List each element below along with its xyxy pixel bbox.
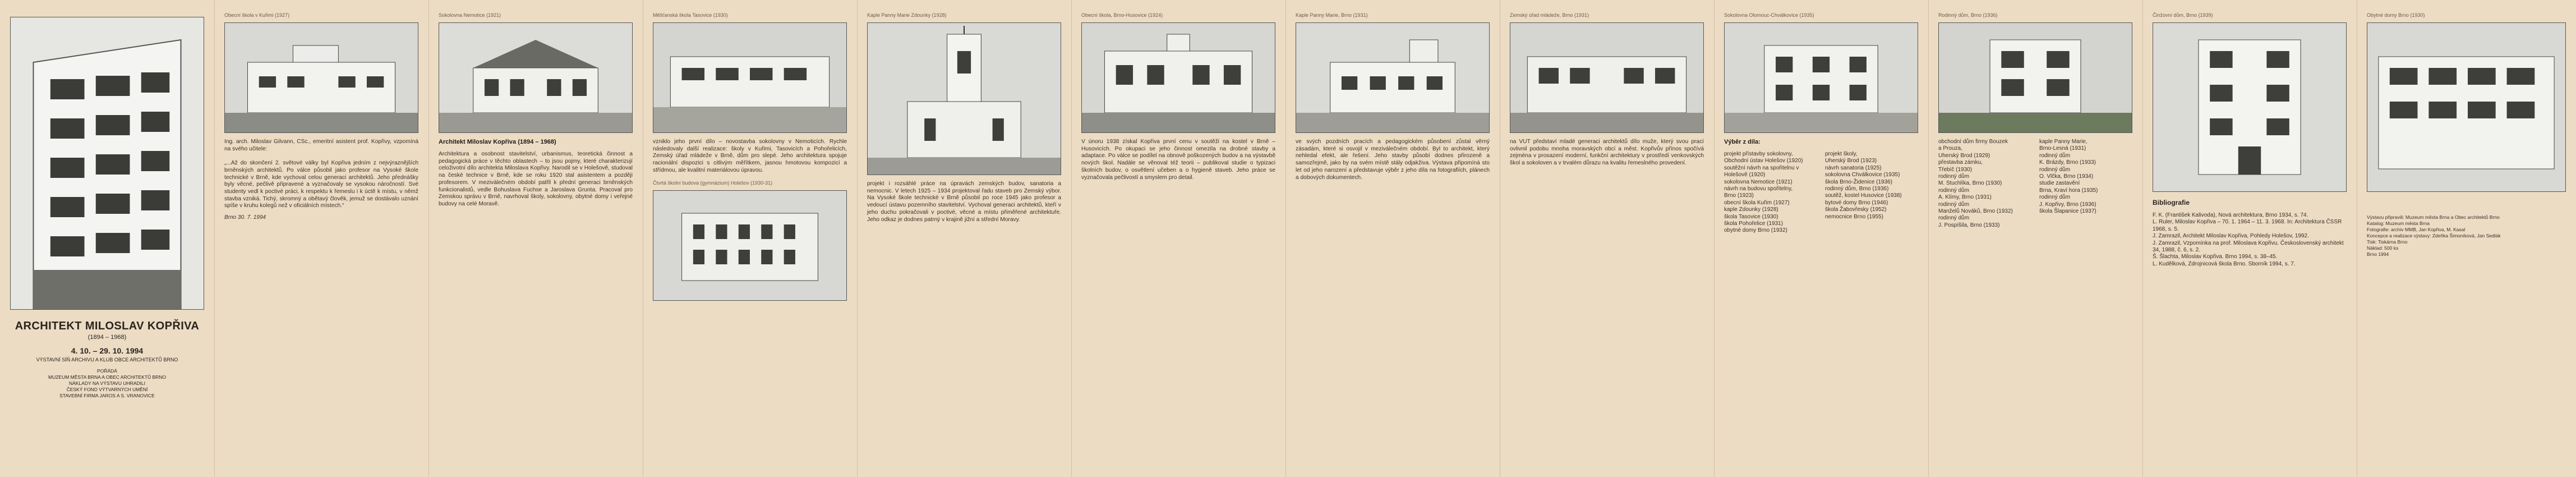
panel-3 xyxy=(643,0,857,477)
panel-6 xyxy=(1285,0,1500,477)
works-list xyxy=(1724,145,1918,235)
panel-1 xyxy=(214,0,428,477)
cover-venue: VÝSTAVNÍ SÍŇ ARCHIVU A KLUB OBCE ARCHITEKTŮ BRNO xyxy=(36,357,178,363)
biography-text: Architektura a osobnost stavitelství, urbanismus, teoretická činnost a pedagogická práce v těchto oblastech – to jsou pojmy, které charakterizují celoživotní dílo architekta Miloslava Kopřivy. Narodil se v Holešově, studoval na české technice v Brně, kde se roku 1920 stal asistentem a později profesorem. V meziválečném období patřil k přední generaci brněnských funkcionalistů, vedle Bohuslava Fuchse a Jaroslava Grunta. Pracoval pro Zemskou správu v Brně, navrhoval školy, sokolovny, obytné domy i veřejné budovy na celé Moravě. xyxy=(439,151,633,207)
body-text: vzniklo jeho první dílo – novostavba sokolovny v Nemoticích. Rychle následovaly další realizace: školy v Kuřimi, Tasovicích a Pohořelicích, Zemský úřad mládeže v Brně, dům pro slepé. Jeho architektura spojuje racionální dispozici s citlivým měřítkem, jasnou hmotovou kompozicí a střídmou, ale kvalitní materiálovou úpravou. xyxy=(653,139,847,173)
panel-8 xyxy=(1714,0,1928,477)
panel-5 xyxy=(1071,0,1285,477)
photo-caption: Zemský úřad mládeže, Brno (1931) xyxy=(1510,12,1589,18)
body-text: projekt i rozsáhlé práce na úpravách zemských budov, sanatoria a nemocnic. V letech 1925 – 1934 projektoval řadu staveb pro Zemský výbor. Na Vysoké škole technické v Brně působil po roce 1945 jako profesor a vedoucí ústavu pozemního stavitelství. Vychoval generaci architektů, kteří v jeho duchu pokračovali v poctivé, věcné a místu přiměřené architektuře. Jeho odkaz je dodnes patrný v krajině jižní a střední Moravy. xyxy=(867,181,1061,223)
cover-photo xyxy=(10,17,204,310)
chapel-photo xyxy=(867,22,1061,175)
cover-dates: 4. 10. – 29. 10. 1994 xyxy=(71,346,144,355)
photo-caption: Kaple Panny Marie Zdounky (1928) xyxy=(867,12,947,18)
works-list-column: projekt školy, Uherský Brod (1923) návrh sanatoria (1925) sokolovna Chválkovice (1935) škola Brno-Židenice (1936) rodinný dům, Brno (1936) soutěž, kostel Husovice (1938) bytové domy Brno (1946) škola Žabovřesky (1952) nemocnice Brno (1955) xyxy=(1825,151,1902,220)
body-text: V únoru 1938 získal Kopřiva první cenu v soutěži na kostel v Brně – Husovicích. Po okupaci se jeho činnost omezila na drobné stavby a adaptace. Po válce se podílel na obnově poškozených budov a na výstavbě nových škol. Nadále se věnoval též teorii – publikoval studie o typizaci školních budov, o osvětlení učeben a o hygieně staveb. Jeho práce se vyznačovala pečlivostí a smyslem pro detail. xyxy=(1081,139,1275,181)
recollection-text: Ing. arch. Miloslav Gilvann, CSc., emeritní asistent prof. Kopřivy, vzpomíná na svého učitele: „...Až do skončení 2. světové války byl Kopřiva jedním z nejvýraznějších brněnských architektů. Po válce působil jako profesor na Vysoké škole technické v Brně, kde vychoval celou generaci architektů. Jeho přednášky byly věcné, pečlivě připravené a vyznačovaly se vysokou náročností. Své studenty vedl k poctivé práci, k respektu k řemeslu i k úctě k místu, v němž stavba vzniká. Tichý, skromný a obětavý člověk, jemuž se dostávalo uznání spíše v kruhu kolegů než v oficiálních místech.“ xyxy=(224,139,418,209)
body-text: na VUT představí mladé generaci architektů dílo muže, který svou prací ovlivnil podobu mnoha moravských obcí a měst. Kopřivův přínos spočívá zejména v prosazení moderní, funkční architektury v prostředí venkovských škol a sokoloven a v trvalém důrazu na kvalitu řemeslného provedení. xyxy=(1510,139,1704,167)
photo-caption: Sokolovna Olomouc-Chválkovice (1935) xyxy=(1724,12,1814,18)
panel-10 xyxy=(2142,0,2357,477)
works-list-column: projekt přístavby sokolovny, Obchodní ústav Holešov (1920) soutěžní návrh na spořitelnu v Holešově (1920) sokolovna Nemotice (1921) návrh na budovu spořitelny, Brno (1923) obecní škola Kuřim (1927) kaple Zdounky (1928) škola Tasovice (1930) škola Pohořelice (1931) obytné domy Brno (1932) xyxy=(1724,151,1803,234)
panel-11 xyxy=(2357,0,2576,477)
cover-organizers: POŘÁDÁ MUZEUM MĚSTA BRNA A OBEC ARCHITEKTŮ BRNO NÁKLADY NA VÝSTAVU UHRADILI ČESKÝ FOND VÝTVARNÝCH UMĚNÍ STAVEBNÍ FIRMA JAROS A S. VRANOVICE xyxy=(48,368,166,398)
building-photo xyxy=(1081,22,1275,133)
photo-caption: Rodinný dům, Brno (1936) xyxy=(1938,12,1998,18)
cover-panel xyxy=(0,0,214,477)
panel-4 xyxy=(857,0,1071,477)
imprint: Výstavu připravili: Muzeum města Brna a Obec architektů Brno Katalog: Muzeum města Brna Fotografie: archiv MMB, Jan Kopřiva, M. Kasal Koncepce a realizace výstavy: Zdeňka Šimoníková, Jan Sedlák Tisk: Tiskárna Brno Náklad: 500 ks Brno 1994 xyxy=(2367,214,2501,257)
building-photo xyxy=(1510,22,1704,133)
works-list-column: kaple Panny Marie, Brno-Lesná (1931) rodinný dům K. Brázdy, Brno (1933) rodinný dům O. Vlčka, Brno (1934) studie zastavění Brna, Kraví hora (1935) rodinný dům J. Kopřivy, Brno (1936) škola Šlapanice (1937) xyxy=(2039,139,2098,215)
works-list-column: obchodní dům firmy Bouzek a Prouza, Uherský Brod (1929) přestavba zámku, Třebíč (1930) rodinný dům M. Stuchlíka, Brno (1930) rodinný dům A. Klímy, Brno (1931) rodinný dům Manželů Nováků, Brno (1932) rodinný dům J. Pospíšila, Brno (1933) xyxy=(1938,139,2013,228)
building-photo xyxy=(439,22,633,133)
photo-caption: Obecní škola, Brno-Husovice (1924) xyxy=(1081,12,1163,18)
photo-caption: Sokolovna Nemotice (1921) xyxy=(439,12,501,18)
cover-years: (1894 – 1968) xyxy=(87,334,127,341)
bibliography-heading: Bibliografie xyxy=(2153,199,2190,207)
panel-9 xyxy=(1928,0,2142,477)
building-photo xyxy=(653,190,847,301)
section-heading: Výběr z díla: xyxy=(1724,139,1761,145)
building-photo xyxy=(1938,22,2132,133)
building-photo xyxy=(2153,22,2347,192)
building-photo xyxy=(1724,22,1918,133)
bibliography-list: F. K. (František Kalivoda), Nová architektura, Brno 1934, s. 74. L. Ruler, Miloslav Kopřiva – 70. 1. 1964 – 11. 3. 1968. In: Architektura ČSSR 1968, s. 5. J. Zamrazil, Architekt Miloslav Kopřiva, Pohledy Holešov, 1992. J. Zamrazil, Vzpomínka na prof. Miloslava Kopřivu. Československý architekt 34, 1988, č. 6, s. 2. Š. Šlachta, Miloslav Kopřiva. Brno 1994, s. 38–45. L. Kudělková, Zdrojnicová škola Brno. Sborník 1994, s. 7. xyxy=(2153,212,2344,267)
panel-7 xyxy=(1500,0,1714,477)
photo-caption: Obytné domy Brno (1930) xyxy=(2367,12,2425,18)
cover-title: ARCHITEKT MILOSLAV KOPŘIVA xyxy=(15,320,200,332)
photo-caption: Činžovní dům, Brno (1939) xyxy=(2153,12,2213,18)
photo-caption: Kaple Panny Marie, Brno (1931) xyxy=(1296,12,1368,18)
signature: Brno 30. 7. 1994 xyxy=(224,214,266,221)
photo-caption: Obecní škola v Kuřimi (1927) xyxy=(224,12,290,18)
photo-caption: Čtvrtá školní budova (gymnázium) Holešov (1930-31) xyxy=(653,180,773,186)
section-heading: Architekt Miloslav Kopřiva (1894 – 1968) xyxy=(439,139,556,145)
panel-2 xyxy=(428,0,643,477)
building-photo xyxy=(1296,22,1490,133)
photo-caption: Měšťanská škola Tasovice (1930) xyxy=(653,12,728,18)
body-text: ve svých pozdních pracích a pedagogickém působení zůstal věrný zásadám, které si osvojil v meziválečném období. Byl to architekt, který nehledal efekt, ale řešení. Jeho stavby působí dodnes přirozeně a samozřejmě, jako by na svém místě stály odjakživa. Výstava připomíná sto let od jeho narození a představuje výběr z jeho díla na fotografiích, plánech a dobových dokumentech. xyxy=(1296,139,1490,181)
building-photo xyxy=(2367,22,2566,192)
works-list xyxy=(1938,133,2132,229)
building-photo xyxy=(224,22,418,133)
building-photo xyxy=(653,22,847,133)
